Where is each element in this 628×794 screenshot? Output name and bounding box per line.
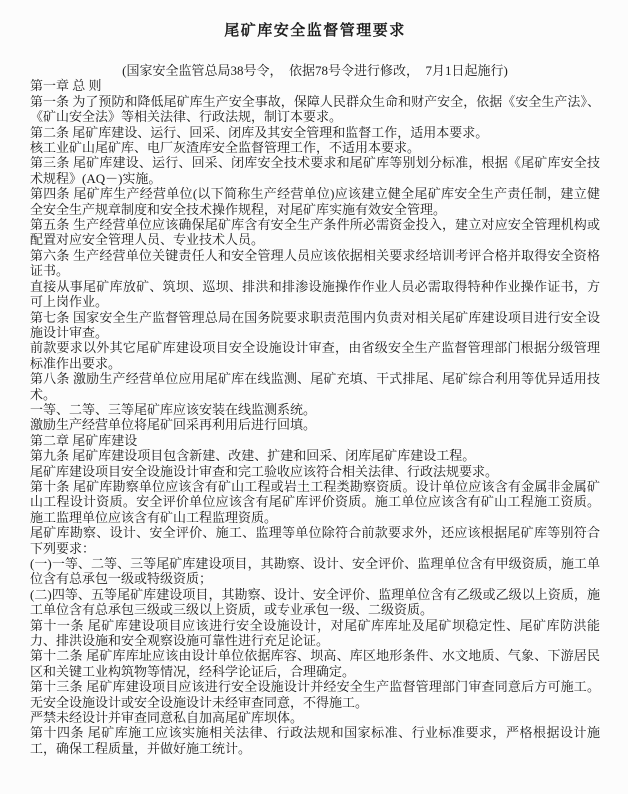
paragraph: 严禁未经设计并审查同意私自加高尾矿库坝体。 — [30, 710, 304, 726]
chapter-heading: 第二章 尾矿库建设 — [30, 432, 138, 448]
paragraph: 第一条 为了预防和降低尾矿库生产安全事故，保障人民群众生命和财产安全，依据《安全生产法》、《矿山安全法》等相关法律、行政法规，制订本要求。 — [30, 93, 600, 125]
paragraph: 直接从事尾矿库放矿、筑坝、巡坝、排洪和排渗设施操作作业人员必需取得特种作业操作证书，方可上岗作业。 — [30, 278, 600, 310]
chapter-heading: 第一章 总 则 — [30, 78, 102, 94]
paragraph: 第七条 国家安全生产监督管理总局在国务院要求职责范围内负责对相关尾矿库建设项目进行安全设施设计审查。 — [30, 309, 600, 340]
paragraph: 激励生产经营单位将尾矿回采再利用后进行回填。 — [30, 417, 317, 433]
paragraph: 第六条 生产经营单位关键责任人和安全管理人员应该依据相关要求经培训考评合格并取得安全资格证书。 — [30, 247, 600, 279]
paragraph: 第五条 生产经营单位应该确保尾矿库含有安全生产条件所必需资金投入，建立对应安全管理机构或配置对应安全管理人员、专业技术人员。 — [30, 217, 600, 248]
paragraph: 第十二条 尾矿库库址应该由设计单位依据库容、坝高、库区地形条件、水文地质、气象、下游居民区和关键工业构筑物等情况，经科学论证后，合理确定。 — [30, 648, 600, 679]
paragraph: 前款要求以外其它尾矿库建设项目安全设施设计审查，由省级安全生产监督管理部门根据分级管理标准作出要求。 — [30, 340, 600, 371]
document-body — [30, 78, 600, 756]
paragraph: 第二条 尾矿库建设、运行、回采、闭库及其安全管理和监督工作，适用本要求。 — [30, 124, 489, 140]
paragraph: 第九条 尾矿库建设项目包含新建、改建、扩建和回采、闭库尾矿库建设工程。 — [30, 448, 476, 464]
paragraph: (二)四等、五等尾矿库建设项目，其勘察、设计、安全评价、监理单位含有乙级或乙级以上资质，施工单位含有总承包三级或三级以上资质，或专业承包一级、二级资质。 — [30, 586, 600, 618]
paragraph: 第十四条 尾矿库施工应该实施相关法律、行政法规和国家标准、行业标准要求，严格根据设计施工，确保工程质量，并做好施工统计。 — [30, 725, 600, 756]
paragraph: 第四条 尾矿库生产经营单位(以下简称生产经营单位)应该建立健全尾矿库安全生产责任制，建立健全安全生产规章制度和安全技术操作规程，对尾矿库实施有效安全管理。 — [30, 186, 600, 217]
paragraph: 第三条 尾矿库建设、运行、回采、闭库安全技术要求和尾矿库等别划分标准，根据《尾矿库安全技术规程》(AQ－)实施。 — [30, 155, 600, 186]
paragraph: 一等、二等、三等尾矿库应该安装在线监测系统。 — [30, 401, 317, 417]
paragraph: 尾矿库建设项目安全设施设计审查和完工验收应该符合相关法律、行政法规要求。 — [30, 463, 499, 479]
document-title: 尾矿库安全监督管理要求 — [224, 23, 406, 39]
document-subtitle: (国家安全监管总局38号令， 依据78号令进行修改， 7月1日起施行) — [122, 63, 508, 78]
paragraph: 第十条 尾矿库勘察单位应该含有矿山工程或岩土工程类勘察资质。设计单位应该含有金属非金属矿山工程设计资质。安全评价单位应该含有尾矿库评价资质。施工单位应该含有矿山工程施工资质。施工监理单位应该含有矿山工程监理资质。 — [30, 478, 600, 525]
paragraph: 第十一条 尾矿库建设项目应该进行安全设施设计，对尾矿库库址及尾矿坝稳定性、尾矿库防洪能力、排洪设施和安全观察设施可靠性进行充足论证。 — [30, 617, 600, 649]
paragraph: 第八条 激励生产经营单位应用尾矿库在线监测、尾矿充填、干式排尾、尾矿综合利用等优异适用技术。 — [30, 371, 600, 402]
paragraph: 尾矿库勘察、设计、安全评价、施工、监理等单位除符合前款要求外，还应该根据尾矿库等别符合下列要求： — [30, 525, 600, 556]
paragraph: (一)一等、二等、三等尾矿库建设项目，其勘察、设计、安全评价、监理单位含有甲级资质，施工单位含有总承包一级或特级资质； — [30, 556, 600, 587]
paragraph: 核工业矿山尾矿库、电厂灰渣库安全监督管理工作，不适用本要求。 — [30, 140, 421, 156]
paragraph: 第十三条 尾矿库建设项目应该进行安全设施设计并经安全生产监督管理部门审查同意后方可施工。无安全设施设计或安全设施设计未经审查同意，不得施工。 — [30, 679, 600, 710]
